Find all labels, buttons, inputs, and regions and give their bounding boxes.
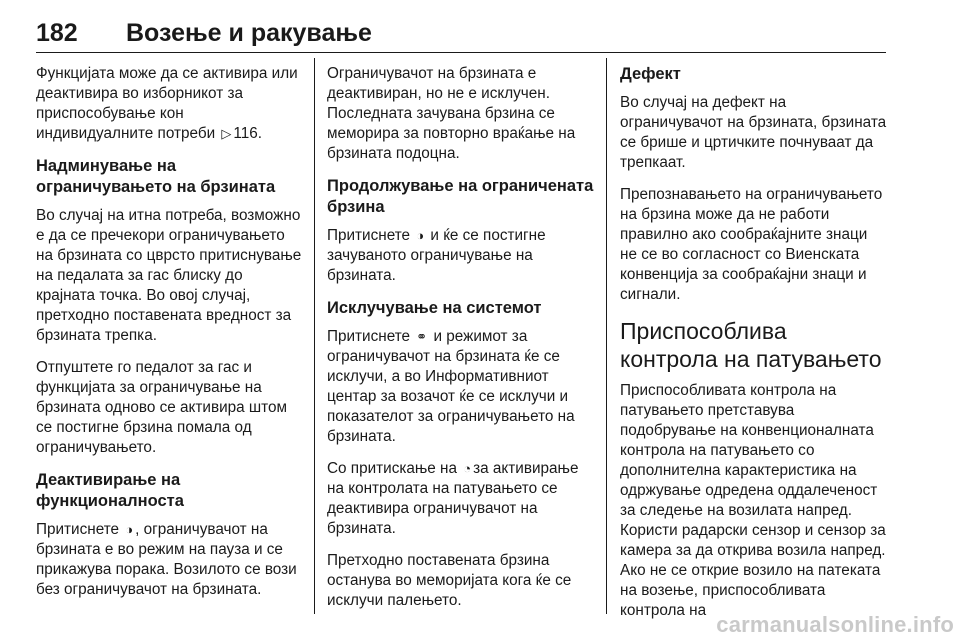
paragraph-text: Притиснете bbox=[36, 521, 120, 538]
section-heading: Исклучување на системот bbox=[327, 299, 542, 317]
paragraph: Претходно поставената брзина останува во меморијата кога ќе се исклучи палењето. bbox=[327, 552, 572, 609]
speed-limiter-set-icon: ◑ bbox=[125, 522, 134, 537]
paragraph: Препознавањето на ограничувањето на брзина може да не работи правилно ако сообраќајните знаци не се во согласност со Виенската конвенција за сообраќајни знаци и сигнали. bbox=[620, 186, 883, 303]
section-heading: Продолжување на ограничената брзина bbox=[327, 177, 594, 216]
column-divider bbox=[606, 58, 607, 614]
paragraph bbox=[327, 459, 595, 539]
section-heading: Деактивирање на функционалноста bbox=[36, 471, 184, 510]
paragraph: Во случај на итна потреба, возможно е да се пречекори ограничувањето на брзината со цврсто притиснување на педалата за гас блиску до крајната точка. Во овој случај, претходно поставената вредност за брзината трепка. bbox=[36, 207, 302, 344]
paragraph: Ограничувачот на брзината е деактивиран, но не е исклучен. Последната зачувана брзина се меморира за повторно враќање на брзината подоцна. bbox=[327, 65, 576, 162]
column-3 bbox=[620, 64, 888, 633]
column-divider bbox=[314, 58, 315, 614]
paragraph: Приспособливата контрола на патувањето претставува подобрување на конвенционалната контрола на патувањето со дополнителна карактеристика на одржување одредена оддалеченост за следење на возилата напред. Користи радарски сензор и сензор за камера за да открива возила напред. Ако не се открие возило на патеката на возење, приспособливата контрола на bbox=[620, 382, 886, 619]
paragraph-text: Со притискање на bbox=[327, 460, 458, 477]
section-heading: Дефект bbox=[620, 65, 681, 83]
cruise-control-icon: ◔ bbox=[463, 461, 472, 476]
section-heading: Надминување на ограничувањето на брзината bbox=[36, 157, 276, 196]
page-ref-icon[interactable]: ▷ bbox=[221, 126, 232, 141]
paragraph: Во случај на дефект на ограничувачот на брзината, брзината се брише и цртичките почнуваат да трепкаат. bbox=[620, 94, 887, 171]
paragraph-text: Притиснете bbox=[327, 328, 411, 345]
paragraph bbox=[327, 327, 595, 447]
page-header bbox=[36, 18, 886, 53]
paragraph bbox=[36, 520, 304, 600]
paragraph bbox=[327, 226, 595, 286]
paragraph bbox=[36, 64, 304, 144]
paragraph-text: Функцијата може да се активира или деактивира во изборникот за приспособување кон индивидуалните потреби bbox=[36, 65, 298, 142]
paragraph-text: и режимот за ограничувачот на брзината ќе се исклучи, а во Информативниот центар за возачот ќе се исклучи и показателот за ограничувањето на брзината. bbox=[327, 328, 575, 445]
chapter-heading: Приспособлива контрола на патувањето bbox=[620, 318, 882, 372]
watermark: carmanualsonline.info bbox=[716, 612, 954, 637]
paragraph-text: Притиснете bbox=[327, 227, 411, 244]
page-ref-link[interactable]: 116. bbox=[233, 125, 263, 142]
chapter-title: Возење и ракување bbox=[126, 19, 372, 47]
speed-limiter-resume-icon: ◑ bbox=[416, 228, 425, 243]
paragraph-text: и ќе се постигне зачуваното ограничување на брзината. bbox=[327, 227, 546, 284]
paragraph: Отпуштете го педалот за гас и функцијата за ограничување на брзината одново се активира штом се постигне брзина помала од ограничувањето. bbox=[36, 359, 288, 456]
column-1 bbox=[36, 64, 304, 612]
paragraph-text: за активирање на контролата на патувањето се деактивира ограничувачот на брзината. bbox=[327, 460, 579, 537]
paragraph-text: , ограничувачот на брзината е во режим на пауза и се прикажува порака. Возилото се вози без ограничувачот на брзината. bbox=[36, 521, 297, 598]
column-2 bbox=[327, 64, 595, 623]
page-number: 182 bbox=[36, 19, 78, 47]
speed-limiter-on-icon: ⚭ bbox=[416, 329, 428, 344]
